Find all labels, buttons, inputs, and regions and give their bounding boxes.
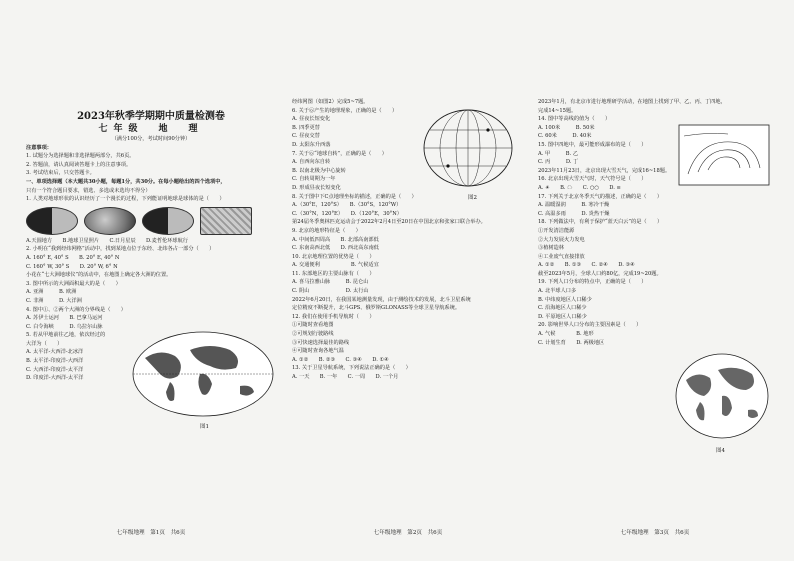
question-line: 2. 小明在“我到经纬网格”活动中，找到某地点位于东经、北纬各占一部分（ ） [26,246,215,253]
exam-title: 2023年秋季学期期中质量检测卷 [77,111,225,122]
question-line: 8. 关于图中下C点地理坐标的描述，正确的是（ ） [292,193,417,200]
option-line: A. 气候 B. 地形 [538,331,594,338]
question-line: 9. 北京的地形特征是（ ） [292,227,361,234]
option-line: C. 丙 D. 丁 [538,159,579,166]
population-map-figure [674,350,770,442]
option-line: A. 亚洲 B. 欧洲 [26,289,77,296]
question-line: 18. 下列做法中，有利于保护“蓝天白云”的是（ ） [538,219,663,226]
question-line: 15. 图中四地中，最可能形成瀑布的是（ ） [538,141,647,148]
option-line: ③可快速选择最佳的路线 [292,339,350,346]
option-line: D. 印度洋-大西洋-太平洋 [26,375,84,382]
passage-line: 完成14~15题。 [538,107,577,114]
question-line: 6. 关于⑥产生的地理现象，正确的是（ ） [292,107,398,114]
question-line: 13. 关于卫星导航系统，下列说法正确的是（ ） [292,365,411,372]
option-line: B. 太平洋-印度洋-大西洋 [26,358,84,365]
option-line: A. 160° E, 40° S B. 20° E, 40° N [26,254,120,261]
question-line: 11. 东部地区的主要山脉有（ ） [292,270,375,277]
page-1-footer: 七年级地理 第1页 共6页 [116,530,186,536]
question-line: 7. 关于⑥“地球自转”，正确的是（ ） [292,150,387,157]
option-line: A. ①② B. ①③ C. ②④ D. ③④ [538,262,635,269]
graticule-globe-figure [418,106,518,190]
page-3-footer: 七年级地理 第3页 共6页 [620,530,690,536]
contour-map-figure [678,124,770,186]
option-line: C. 大西洋-印度洋-太平洋 [26,366,84,373]
option-line: A. 交通便利 B. 气候适宜 [292,262,379,269]
option-line: C. 东南高西北低 D. 西北高东南低 [292,245,379,252]
option-line: D. 平原地区人口稀少 [538,313,587,320]
option-line: D. 太阳东升西落 [292,141,331,148]
option-line: A. 太平洋-大西洋-北冰洋 [26,349,84,356]
question-line: 大洋为（ ） [26,340,63,347]
passage-line: 2023年11月23日，北京出现大雪天气，完成16~18题。 [538,167,671,174]
question-line: 4. 图中①、②两个大洲的分界线是（ ） [26,306,126,313]
option-line: A. 一天 B. 一年 C. 一周 D. 一个月 [292,374,399,380]
figure-4-label: 图4 [716,448,725,454]
question-line: 16. 北京出现大雪天气时，天气符号是（ ） [538,176,647,183]
option-line: A. ①② B. ②③ C. ③④ D. ①④ [292,356,389,363]
option-line: C. 沿海地区人口稀少 [538,305,587,312]
option-line: A. 温暖湿润 B. 寒冷干燥 [538,202,610,209]
q1-pictures [26,207,276,235]
world-map-picture [200,207,252,235]
option-line: ③植树造林 [538,245,564,252]
option-line: C. 高温多雨 D. 炎热干燥 [538,210,610,217]
question-line: 1. 人类对地球形状的认识经历了一个漫长的过程，下列能证明地球是球体的是（ ） [26,196,225,203]
world-map-figure [130,328,276,420]
option-line: A. 喜马拉雅山脉 B. 昆仑山 [292,279,369,286]
option-line: A. 中间低四周高 B. 北部高南部低 [292,236,379,243]
section-heading: 一、单项选择题（本大题共30小题，每题1分，共30分。在每小题给出的四个选项中， [26,178,226,185]
option-line: ④工业废气直接排放 [538,253,585,260]
option-line: A. ☀ B. ☁ C. ○○ D. ≡ [538,184,621,191]
moon-picture [84,207,136,235]
option-line: A. 甲 B. 乙 [538,150,579,157]
option-line: A. 北半球人口多 [538,288,577,295]
option-line: D. 形成昼夜长短变化 [292,184,341,191]
option-line: C. 自转周期为一年 [292,176,336,183]
passage-line: 第24届冬季奥林匹克运动会于2022年2月4日至20日在中国北京和张家口联合举办。 [292,219,486,226]
section-heading-2: 只有一个符合题目要求，错选、多选或未选均不得分） [26,187,151,194]
page-2-footer: 七年级地理 第2页 共6页 [373,530,443,536]
figure-2-label: 图2 [468,195,477,201]
passage-line: 2023年1月，有北京市进行地理研学活动，在地图上找到了甲、乙、丙、丁四地， [538,99,726,105]
option-line: C. 计划生育 D. 两极地区 [538,339,605,346]
option-line: C. 160° W, 30° S D. 20° W, 6° N [26,263,118,270]
option-line: A. 自西向东自转 [292,159,331,166]
passage-line: 2022年6月20日，在我国某地测量发现，由于测绘技术的发展，北斗卫星系统 [292,296,471,303]
option-line: B. 以南北极为中心旋转 [292,167,346,174]
question-line: 12. 我们在使用手机导航时（ ） [292,313,375,320]
passage-line: 小花在“七大洲地球仪”的活动中，在地图上确定各大洲的位置。 [26,272,172,279]
sun-picture [142,207,194,235]
earth-picture [26,207,78,235]
notes-heading: 注意事项： [26,144,52,151]
option-line: ①开发清洁能源 [538,227,575,234]
question-line: 5. 若从甲地前往乙地，依次经过的 [26,332,106,339]
score-note: （满分100分，考试时间90分钟） [111,136,191,142]
passage-line: 经纬网图（如图2）完成5~7题。 [292,99,369,105]
question-line: 19. 下列人口分布的特点中，正确的是（ ） [538,279,647,286]
option-line: A.（30°E，120°S） B.（30°S，120°W） [292,202,402,209]
option-line: A. 苏伊士运河 B. 巴拿马运河 [26,315,103,322]
passage-line: 截至2023年5月，全球人口约80亿，完成19~20题。 [538,270,662,277]
exam-grade: 七年级 地 理 [98,124,204,134]
option-line: ②大力发展火力发电 [538,236,585,243]
question-line: 3. 图中所示的大洲面积最大的是（ ） [26,280,121,287]
option-line: C. 昼夜交替 [292,133,320,140]
passage-line: 定位精度不断提升，北斗GPS、俄罗斯GLONASS等全球卫星导航系统。 [292,305,461,312]
option-line: ④可随时查询各地气温 [292,348,344,355]
note-1: 1. 试题分为选择题和非选择题两部分，共6页。 [26,153,135,160]
option-line: C.（30°N，120°E） D.（120°E，30°N） [292,210,402,217]
note-3: 3. 考试结束后，只交答题卡。 [26,170,95,177]
option-line: A. 100米 B. 50米 [538,124,595,131]
question-line: 10. 北京地理位置的优势是（ ） [292,253,375,260]
option-line: A. 昼夜长短变化 [292,116,331,123]
note-2: 2. 答题前，请认真阅读答题卡上的注意事项。 [26,161,132,168]
option-line: ②可规划行驶路线 [292,331,334,338]
question-line: 14. 图中等高线的值为（ ） [538,116,611,123]
q1-options: A.天圆地方 B.地球卫星照片 C.日月星辰 D.麦哲伦环球航行 [26,237,188,244]
question-line: 20. 影响世界人口分布的主要因素是（ ） [538,322,642,329]
option-line: ①可随时查看地图 [292,322,334,329]
option-line: C. 非洲 D. 大洋洲 [26,297,82,304]
option-line: B. 中纬度地区人口稀少 [538,296,592,303]
question-line: 17. 下列关于北京冬季天气的描述，正确的是（ ） [538,193,663,200]
option-line: C. 白令海峡 D. 乌拉尔山脉 [26,323,103,330]
option-line: C. 60米 D. 40米 [538,133,592,140]
figure-1-label: 图1 [200,424,209,430]
option-line: B. 四季更替 [292,124,320,131]
option-line: C. 阴山 D. 太行山 [292,288,369,295]
